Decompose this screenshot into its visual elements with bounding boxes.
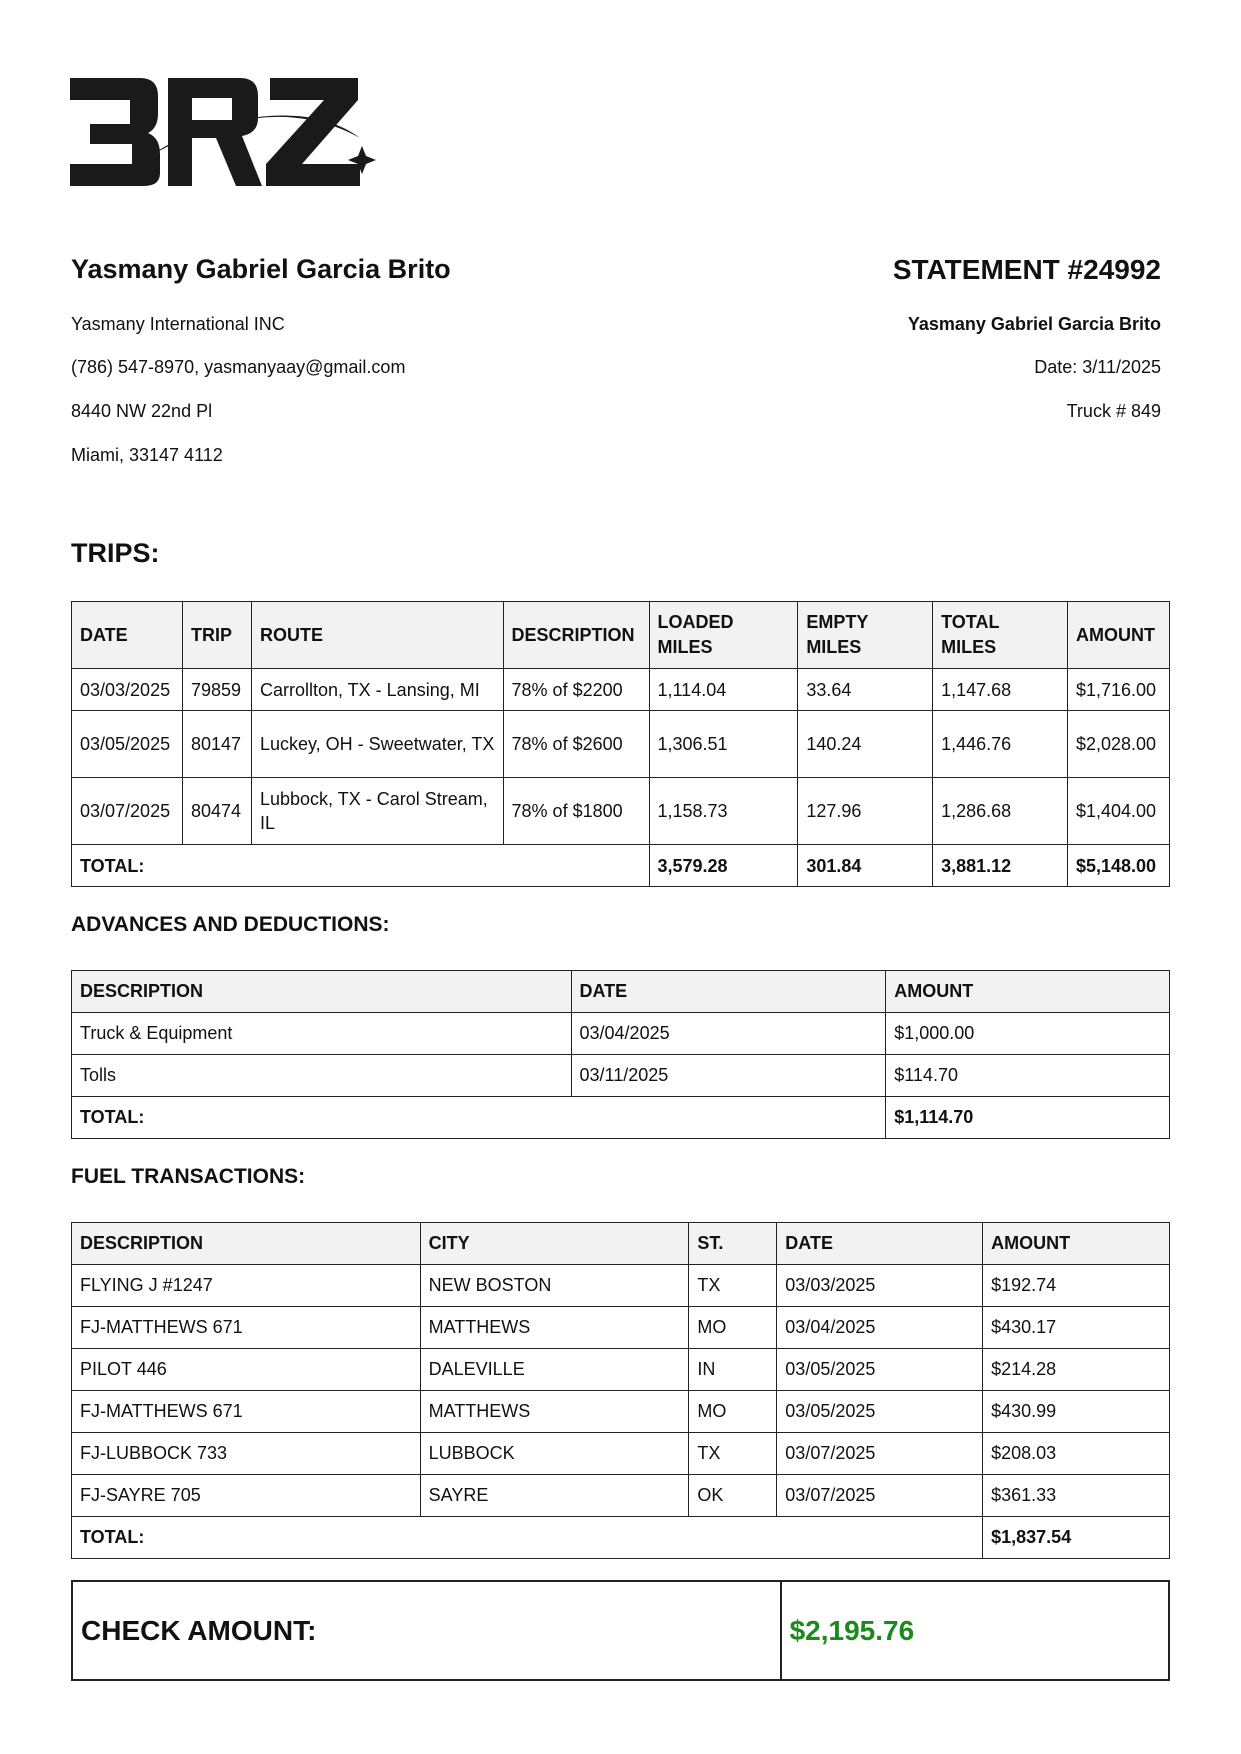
cell: NEW BOSTON (420, 1265, 689, 1307)
statement-recipient: Yasmany Gabriel Garcia Brito (907, 314, 1161, 334)
col-amount: AMOUNT (886, 971, 1170, 1013)
cell: IN (689, 1349, 777, 1391)
cell: 1,446.76 (933, 711, 1068, 778)
cell: Carrollton, TX - Lansing, MI (251, 669, 503, 711)
cell: FJ-MATTHEWS 671 (72, 1391, 421, 1433)
cell: Tolls (72, 1055, 572, 1097)
cell: OK (689, 1475, 777, 1517)
cell: 1,147.68 (933, 669, 1068, 711)
cell: 1,286.68 (933, 778, 1068, 845)
cell: FJ-LUBBOCK 733 (72, 1433, 421, 1475)
fuel-table (71, 1222, 1170, 1559)
company-logo (70, 78, 390, 193)
cell: MATTHEWS (420, 1307, 689, 1349)
cell: $192.74 (983, 1265, 1170, 1307)
col-date: DATE (72, 602, 183, 669)
cell: $114.70 (886, 1055, 1170, 1097)
advances-heading: ADVANCES AND DEDUCTIONS: (71, 913, 390, 936)
cell: 78% of $2600 (503, 711, 649, 778)
cell: 80147 (182, 711, 251, 778)
table-row (72, 1307, 1170, 1349)
cell: $1,404.00 (1067, 778, 1169, 845)
cell: 127.96 (798, 778, 933, 845)
cell: MATTHEWS (420, 1391, 689, 1433)
trips-heading: TRIPS: (71, 538, 160, 568)
col-date: DATE (777, 1223, 983, 1265)
col-date: DATE (571, 971, 886, 1013)
contact-info: (786) 547-8970, yasmanyaay@gmail.com (71, 357, 406, 377)
address-line-2: Miami, 33147 4112 (71, 445, 223, 465)
cell: 1,114.04 (649, 669, 798, 711)
total-amount: $1,837.54 (983, 1517, 1170, 1559)
advances-table (71, 970, 1170, 1139)
total-total-miles: 3,881.12 (933, 845, 1068, 887)
cell: 1,306.51 (649, 711, 798, 778)
cell: Truck & Equipment (72, 1013, 572, 1055)
cell: 33.64 (798, 669, 933, 711)
total-amount: $1,114.70 (886, 1097, 1170, 1139)
cell: 03/03/2025 (777, 1265, 983, 1307)
col-trip: TRIP (182, 602, 251, 669)
cell: Luckey, OH - Sweetwater, TX (251, 711, 503, 778)
cell: PILOT 446 (72, 1349, 421, 1391)
fuel-heading: FUEL TRANSACTIONS: (71, 1165, 306, 1188)
cell: LUBBOCK (420, 1433, 689, 1475)
cell: SAYRE (420, 1475, 689, 1517)
col-empty-miles: EMPTY MILES (798, 602, 933, 669)
col-description: DESCRIPTION (72, 1223, 421, 1265)
cell: $361.33 (983, 1475, 1170, 1517)
table-row (72, 1055, 1170, 1097)
col-loaded-miles: LOADED MILES (649, 602, 798, 669)
col-description: DESCRIPTION (72, 971, 572, 1013)
cell: DALEVILLE (420, 1349, 689, 1391)
cell: MO (689, 1307, 777, 1349)
col-amount: AMOUNT (1067, 602, 1169, 669)
address-line-1: 8440 NW 22nd Pl (71, 401, 213, 421)
cell: 03/03/2025 (72, 669, 183, 711)
check-amount-value: $2,195.76 (781, 1581, 1169, 1680)
cell: 1,158.73 (649, 778, 798, 845)
cell: 03/07/2025 (72, 778, 183, 845)
total-empty-miles: 301.84 (798, 845, 933, 887)
col-total-miles: TOTAL MILES (933, 602, 1068, 669)
cell: Lubbock, TX - Carol Stream, IL (251, 778, 503, 845)
total-label: TOTAL: (72, 1097, 886, 1139)
company-name: Yasmany International INC (71, 314, 285, 334)
check-amount-box (71, 1580, 1170, 1681)
cell: 140.24 (798, 711, 933, 778)
statement-title: STATEMENT #24992 (892, 254, 1161, 285)
cell: TX (689, 1433, 777, 1475)
table-row (72, 1265, 1170, 1307)
col-state: ST. (689, 1223, 777, 1265)
cell: $430.17 (983, 1307, 1170, 1349)
cell: 03/05/2025 (72, 711, 183, 778)
table-row (72, 711, 1170, 778)
cell: MO (689, 1391, 777, 1433)
cell: 03/07/2025 (777, 1433, 983, 1475)
cell: FLYING J #1247 (72, 1265, 421, 1307)
total-row (72, 1517, 1170, 1559)
cell: 78% of $2200 (503, 669, 649, 711)
cell: $208.03 (983, 1433, 1170, 1475)
col-amount: AMOUNT (983, 1223, 1170, 1265)
cell: 03/11/2025 (571, 1055, 886, 1097)
total-label: TOTAL: (72, 845, 650, 887)
truck-number: Truck # 849 (1066, 401, 1161, 421)
cell: FJ-SAYRE 705 (72, 1475, 421, 1517)
cell: 78% of $1800 (503, 778, 649, 845)
col-route: ROUTE (251, 602, 503, 669)
cell: 80474 (182, 778, 251, 845)
cell: 03/05/2025 (777, 1349, 983, 1391)
trips-table (71, 601, 1170, 887)
cell: $1,716.00 (1067, 669, 1169, 711)
cell: $214.28 (983, 1349, 1170, 1391)
statement-date: Date: 3/11/2025 (1034, 357, 1161, 377)
total-loaded-miles: 3,579.28 (649, 845, 798, 887)
cell: 03/07/2025 (777, 1475, 983, 1517)
table-row (72, 1475, 1170, 1517)
table-row (72, 669, 1170, 711)
col-description: DESCRIPTION (503, 602, 649, 669)
cell: 03/04/2025 (777, 1307, 983, 1349)
table-row (72, 1349, 1170, 1391)
col-city: CITY (420, 1223, 689, 1265)
table-row (72, 1013, 1170, 1055)
total-row (72, 1097, 1170, 1139)
table-row (72, 1433, 1170, 1475)
driver-name: Yasmany Gabriel Garcia Brito (71, 254, 451, 284)
total-amount: $5,148.00 (1067, 845, 1169, 887)
cell: TX (689, 1265, 777, 1307)
table-row (72, 1391, 1170, 1433)
total-label: TOTAL: (72, 1517, 983, 1559)
cell: $2,028.00 (1067, 711, 1169, 778)
cell: 03/05/2025 (777, 1391, 983, 1433)
cell: FJ-MATTHEWS 671 (72, 1307, 421, 1349)
cell: 79859 (182, 669, 251, 711)
check-amount-label: CHECK AMOUNT: (72, 1581, 781, 1680)
total-row (72, 845, 1170, 887)
cell: $1,000.00 (886, 1013, 1170, 1055)
cell: $430.99 (983, 1391, 1170, 1433)
cell: 03/04/2025 (571, 1013, 886, 1055)
table-row (72, 778, 1170, 845)
